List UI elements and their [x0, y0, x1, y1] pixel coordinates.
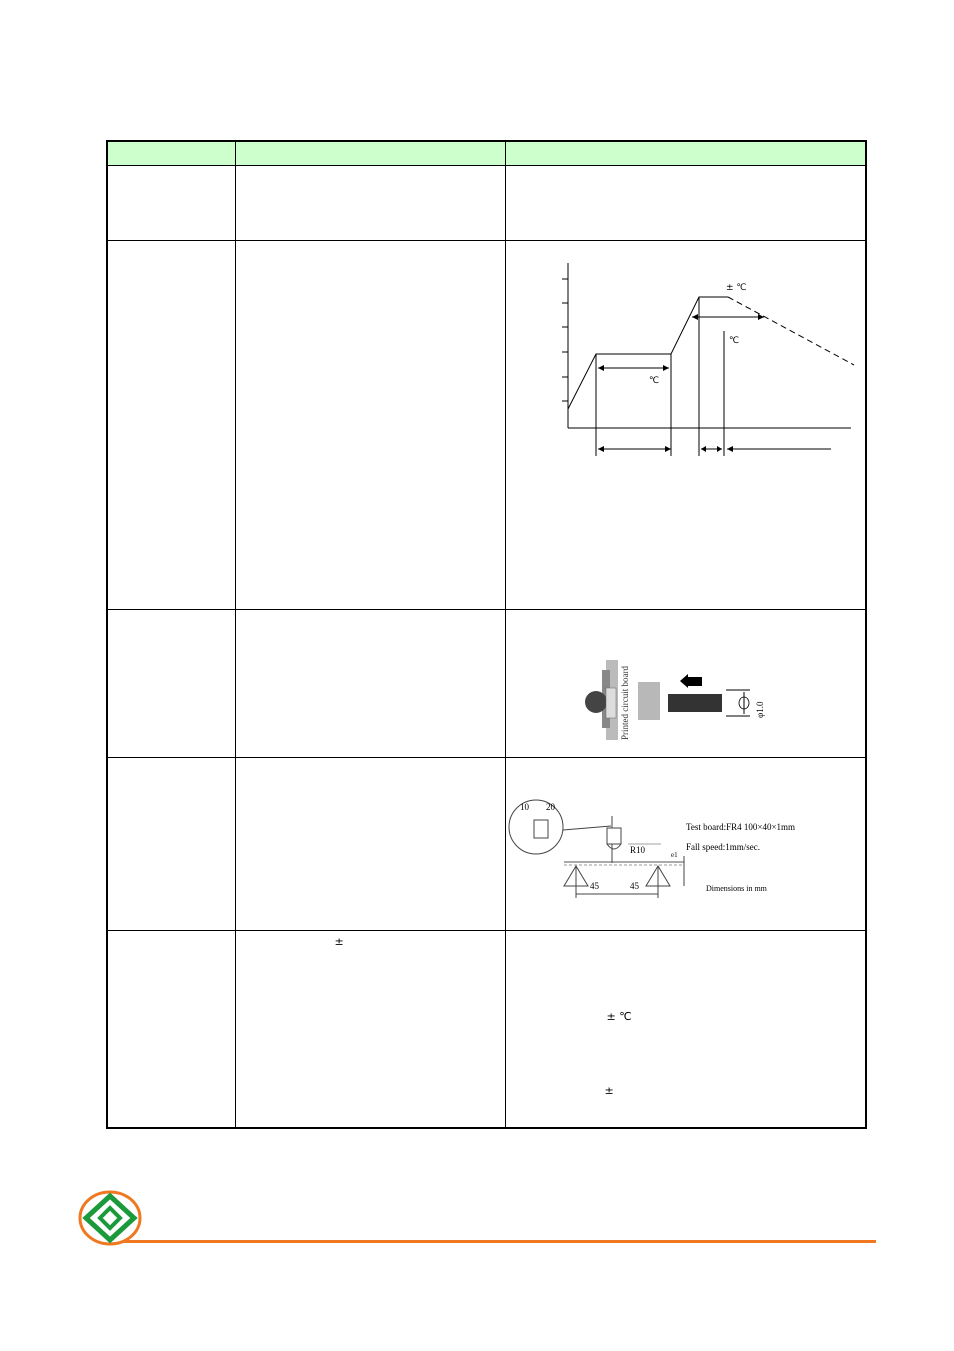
table-row — [107, 758, 866, 931]
condition-cell — [505, 758, 866, 931]
pushing-test-diagram — [506, 610, 866, 756]
footer-accent-line — [110, 1240, 876, 1243]
item-cell — [107, 610, 235, 758]
table-row — [107, 610, 866, 758]
condition-cell — [505, 166, 866, 241]
table-row — [107, 241, 866, 610]
table-header-row — [107, 141, 866, 166]
peak-tolerance-label: ± ℃ — [725, 283, 747, 293]
dim-left-label: 10 — [519, 802, 529, 812]
company-logo — [78, 1190, 142, 1246]
preheat-unit-label: ℃ — [648, 376, 659, 386]
requirement-cell — [235, 931, 505, 1129]
item-cell — [107, 931, 235, 1129]
diameter-label: φ1.0 — [754, 701, 765, 718]
tolerance-symbol: ± — [334, 935, 344, 948]
span-left-label: 45 — [589, 881, 599, 891]
fall-speed-label: Fall speed:1mm/sec. — [685, 842, 760, 852]
requirement-cell — [235, 166, 505, 241]
requirement-cell — [235, 241, 505, 610]
bending-test-diagram — [506, 758, 866, 930]
requirement-cell — [235, 610, 505, 758]
temperature-tolerance-symbol: ± ℃ — [606, 1010, 632, 1023]
dimensions-note: Dimensions in mm — [705, 884, 767, 893]
item-cell — [107, 758, 235, 931]
item-cell — [107, 241, 235, 610]
dim-right-label: 20 — [545, 802, 555, 812]
reflow-profile-diagram — [506, 241, 866, 471]
condition-cell — [505, 241, 866, 610]
test-board-label: Test board:FR4 100×40×1mm — [685, 822, 795, 832]
tolerance-symbol: ± — [604, 1084, 614, 1097]
spec-table — [106, 140, 867, 1129]
item-cell — [107, 166, 235, 241]
deflection-label: e1 — [670, 851, 678, 859]
pcb-label: Printed circuit board — [619, 666, 630, 740]
condition-cell — [505, 610, 866, 758]
peak-unit-label: ℃ — [728, 336, 739, 346]
requirement-cell — [235, 758, 505, 931]
header-cell-condition — [505, 141, 866, 166]
radius-label: R10 — [629, 845, 645, 855]
table-row — [107, 931, 866, 1129]
header-cell-item — [107, 141, 235, 166]
condition-cell — [505, 931, 866, 1129]
header-cell-requirement — [235, 141, 505, 166]
span-right-label: 45 — [629, 881, 639, 891]
table-row — [107, 166, 866, 241]
